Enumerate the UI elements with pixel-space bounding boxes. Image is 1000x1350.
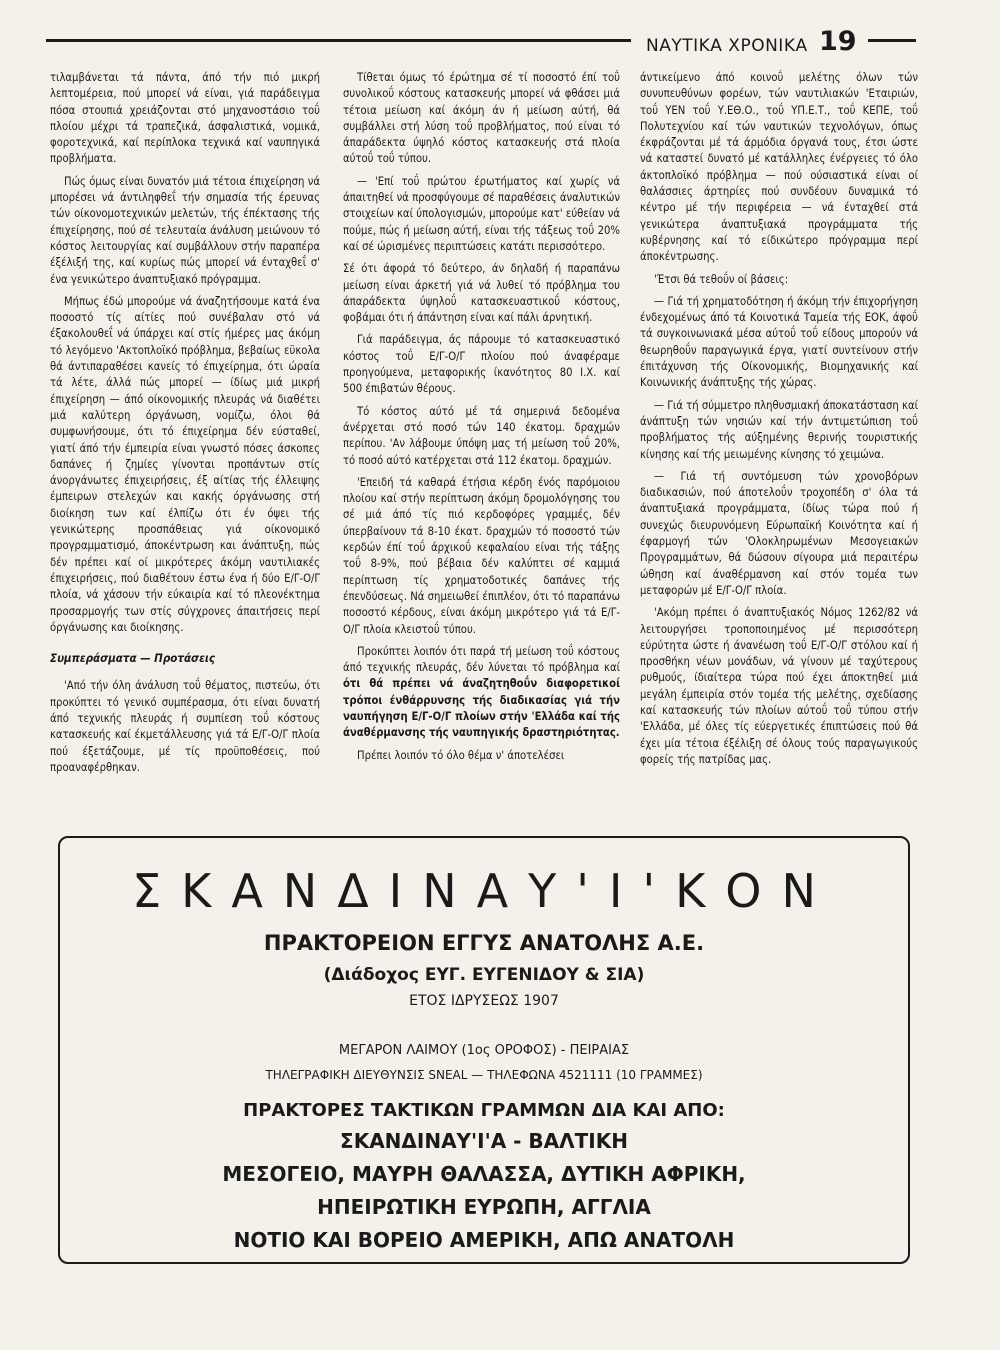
paragraph: Μήπως έδώ μπορούμε νά άναζητήσουμε κατά ένα ποσοστό τίς αίτίες πού συνέβαλαν στό νά έξακολουθεΐ νά ύπάρχει καί στίς ήμέρες μας άκόμη τό λεγόμενο 'Ακτοπλοϊκό πρόβλημα, βεβαίως εϋκολα θά άντιπαραθέσει κανείς τό έπιχείρημα, ότι ώραία τά λέτε, άλλά πώς μπορεί — ίδίως μιά μικρή έπιχείρηση — άπό οίκονομικής πλευράς νά διαθέτει μιά καλύτερη όργάνωση, νομίζω, όλοι θά συμφωνήσουμε, ότι τό έπιχείρημα δέν εύσταθεί, γιατί άπό τήν έμπειρία είναι γνωστό πόσες άσκοπες δαπάνες ή ζημίες γίνονται προπάντων στίς άνοργάνωτες έπιχειρήσεις, έξ αίτίας τής έλλειψης έμπειρων στελεχών και κακής όργάνωσης στή διοίκηση των καί έλπίζω ότι έν όψει τής γενικώτερης προσπάθειας γιά οίκονομικό προγραμματισμό, άποκέντρωση και άνάπτυξη, πώς δέν πρέπει καί οί μικρότερες άκόμη ναυτιλιακές έπιχειρήσεις, πού διαθέτουν έστω ένα ή δύο Ε/Γ-Ο/Γ πλοία, νά χάσουν τήν εύκαιρία καί τό πλεονέκτημα προσαρμογής των στίς σύγχρονες άπαιτήσεις περί όργάνωσης και διοίκησης. (50, 294, 320, 634)
paragraph: — Γιά τή συντόμευση τών χρονοβόρων διαδικασιών, πού άποτελοΰν τροχοπέδη σ' όλα τά άναπτυξιακά προγράμματα, ίδίως τώρα πού ή συνεχώς διευρυνόμενη Εύρωπαϊκή Κοινότητα καί ή έφαρμογή τών 'Ολοκληρωμένων Μεσογειακών Προγραμμάτων, θά δώσουν σίγουρα μιά περαιτέρω ώθηση καί άναθέρμανση καί στόν τομέα των μεταφορών μέ Ε/Γ-Ο/Γ πλοία. (640, 469, 918, 597)
paragraph: τιλαμβάνεται τά πάντα, άπό τήν πιό μικρή λεπτομέρεια, πού μπορεί νά είναι, γιά παράδειγμα πόσα στουπιά χρειάζονται στό μηχανοστάσιο τοΰ πλοίου μέχρι τά τραπεζικά, άσφαλιστικά, νομικά, φοροτεχνικά, καί περίπλοκα τεχνικά καί ναυπηγικά προβλήματα. (50, 71, 320, 166)
ad-brand-name: ΣΚΑΝΔΙΝΑΥ'Ι'ΚΟΝ (132, 864, 836, 918)
section-heading: Συμπεράσματα — Προτάσεις (50, 651, 216, 666)
ad-region: ΝΟΤΙΟ ΚΑΙ ΒΟΡΕΙΟ ΑΜΕΡΙΚΗ, ΑΠΩ ΑΝΑΤΟΛΗ (233, 1228, 735, 1252)
paragraph: Τό κόστος αύτό μέ τά σημερινά δεδομένα άνέρχεται στό ποσό τών 140 έκατομ. δραχμών περίπου. 'Αν λάβουμε ύπόψη μας τή μείωση τοΰ 20%, τό ποσό αύτό κατέρχεται στά 112 έκατομ. δραχμών. (343, 404, 620, 467)
ad-lines-title: ΠΡΑΚΤΟΡΕΣ ΤΑΚΤΙΚΩΝ ΓΡΑΜΜΩΝ ΔΙΑ ΚΑΙ ΑΠΟ: (243, 1100, 725, 1121)
page-number: 19 (819, 26, 857, 57)
paragraph: Πώς όμως είναι δυνατόν μιά τέτοια έπιχείρηση νά μπορέσει νά άντιληφθεΐ τήν σημασία τής έρευνας τών οίκονομοτεχνικών μελετών, τής έπέκτασης τής έπιχείρησης, πού σέ τελευταία άνάλυση μειώνουν τό κόστος λειτουργίας καί συμβάλλουν στήν παραπέρα έξέλιξή της, καί κυρίως πώς μπορεί νά ένταχθεΐ σ' ένα γενικώτερο άναπτυξιακό πρόγραμμα. (50, 174, 320, 286)
paragraph: 'Ακόμη πρέπει ό άναπτυξιακός Νόμος 1262/82 νά λειτουργήσει τροποποιημένος μέ περισσότερη εύρύτητα ώστε ή άνανέωση τοΰ Ε/Γ-Ο/Γ στόλου καί ή προσθήκη νέων μονάδων, νά γίνουν μέ ταχύτερους ρυθμούς, ίδιαίτερα τώρα πού έχει άποκτηθεί μιά μεγάλη έμπειρία στόν τομέα τής μελέτης, σχεδίασης καί κατασκευής τών πλοίων αύτοΰ τοΰ τύπου στήν 'Ελλάδα, μέ όλες τίς εύεργετικές έπιπτώσεις πού θά έχει μία τέτοια έξέλιξη σέ όλους τούς παραγωγικούς φορείς τής πατρίδας μας. (640, 606, 918, 766)
article-column-3 (640, 70, 918, 820)
ad-region: ΗΠΕΙΡΩΤΙΚΗ ΕΥΡΩΠΗ, ΑΓΓΛΙΑ (317, 1195, 651, 1219)
ad-address: ΜΕΓΑΡΟΝ ΛΑΙΜΟΥ (1ος ΟΡΟΦΟΣ) - ΠΕΙΡΑΙΑΣ (338, 1043, 630, 1058)
article-column-2 (343, 70, 620, 840)
paragraph: — Γιά τή χρηματοδότηση ή άκόμη τήν έπιχορήγηση ένδεχομένως άπό τά Κοινοτικά Ταμεία τής ΕΟΚ, άφοΰ τά συγκοινωνιακά μέσα αύτοΰ τοΰ είδους μπορούν νά θεωρηθοΰν παραγωγικά έργα, γιατί συντείνουν στήν έπιτάχυνση τής Οίκονομικής, Βιομηχανικής καί Κοινωνικής άνάπτυξης τής χώρας. (640, 294, 918, 390)
paragraph-text: Προκύπτει λοιπόν ότι παρά τή μείωση τοΰ κόστους άπό τεχνικής πλευράς, δέν λύνεται τό πρόβλημα καί (343, 644, 620, 675)
emphasis-text: ότι θά πρέπει νά άναζητηθοΰν διαφορετικοί τρόποι ένθάρρυνσης τής διαδικασίας γιά τήν ναυπήγηση Ε/Γ-Ο/Γ πλοίων στήν 'Ελλάδα καί τής άναθέρμανσης τής ναυπηγικής δραστηριότητας. (343, 677, 620, 740)
header-rule-left (46, 39, 631, 42)
ad-region: ΜΕΣΟΓΕΙΟ, ΜΑΥΡΗ ΘΑΛΑΣΣΑ, ΔΥΤΙΚΗ ΑΦΡΙΚΗ, (222, 1162, 746, 1186)
paragraph: Τίθεται όμως τό έρώτημα σέ τί ποσοστό έπί τοΰ συνολικοΰ κόστους κατασκευής μπορεί νά φθάσει μιά τέτοια μείωση καί άκόμη άν ή μείωση αύτή, θά συμβάλλει στή λύση τοΰ προβλήματος, πού είναι τό άπαράδεκτα ύψηλό κόστος κατασκευής στά πλοία αύτοΰ τοΰ τύπου. (343, 71, 620, 166)
ad-agency-name: ΠΡΑΚΤΟΡΕΙΟΝ ΕΓΓΥΣ ΑΝΑΤΟΛΗΣ Α.Ε. (263, 931, 705, 955)
paragraph: Πρέπει λοιπόν τό όλο θέμα ν' άποτελέσει (357, 748, 565, 762)
paragraph: άντικείμενο άπό κοινοΰ μελέτης όλων τών συνυπευθύνων φορέων, τών ναυτιλιακών 'Εταιριών, τοΰ ΥΕΝ τοΰ Υ.ΕΘ.Ο., τοΰ ΥΠ.Ε.Τ., τοΰ ΚΕΠΕ, τοΰ Πολυτεχνίου καί τών ναυτικών τεχνολόγων, όπως έκφράζονται μέ τά άρμόδια όργανά τους, έτσι ώστε νά καταστεί δυνατό μέ κατάλληλες ένέργειες τό όλο άκτοπλοϊκό πρόβλημα — πού ούσιαστικά είναι οί θαλάσσιες άρτηρίες πού συνδέουν δυναμικά τό κέντρο μέ τήν περιφέρεια — νά ένταχθεί στά γενικώτερα άναπτυξιακά προγράμματα τής κυβέρνησης καί τό είδικώτερο πρόγραμμα περί άποκέντρωσης. (640, 71, 918, 264)
ad-founded: ΕΤΟΣ ΙΔΡΥΣΕΩΣ 1907 (409, 993, 559, 1009)
article-column-1 (50, 70, 320, 830)
paragraph: — Γιά τή σύμμετρο πληθυσμιακή άποκατάσταση καί άνάπτυξη τών νησιών καί τήν άντιμετώπιση τοΰ προβλήματος τής αύξημένης θερινής τουριστικής κίνησης καί τής μειωμένης κίνησης τό χειμώνα. (640, 398, 918, 461)
advertisement-box (58, 836, 910, 1264)
ad-region: ΣΚΑΝΔΙΝΑΥ'Ι'Α - ΒΑΛΤΙΚΗ (340, 1129, 628, 1153)
header-rule-right (868, 39, 916, 42)
paragraph: 'Έτσι θά τεθοΰν οί βάσεις: (654, 272, 789, 286)
ad-contact: ΤΗΛΕΓΡΑΦΙΚΗ ΔΙΕΥΘΥΝΣΙΣ SNEAL — ΤΗΛΕΦΩΝΑ 4521111 (10 ΓΡΑΜΜΕΣ) (265, 1068, 703, 1082)
paragraph (343, 644, 620, 742)
paragraph: 'Από τήν όλη άνάλυση τοΰ θέματος, πιστεύω, ότι προκύπτει τό γενικό συμπέρασμα, ότι είναι δυνατή άπό τεχνικής πλευράς ή συμπίεση τοΰ κόστους κατασκευής καί έκμετάλλευσης γιά τά Ε/Γ-Ο/Γ πλοία πού έξετάζουμε, μέ τίς προϋποθέσεις, πού προαναφέρθηκαν. (50, 679, 320, 774)
paragraph: Σέ ότι άφορά τό δεύτερο, άν δηλαδή ή παραπάνω μείωση είναι άρκετή γιά νά λυθεί τό πρόβλημα του άπαράδεκτα ύψηλοΰ κατασκευαστικοΰ κόστους, φοβάμαι ότι ή άπάντηση είναι καί πάλι άρνητική. (343, 262, 620, 325)
journal-title: ΝΑΥΤΙΚΑ ΧΡΟΝΙΚΑ (646, 36, 808, 56)
ad-successor: (Διάδοχος ΕΥΓ. ΕΥΓΕΝΙΔΟΥ & ΣΙΑ) (323, 965, 645, 985)
paragraph: 'Επειδή τά καθαρά έτήσια κέρδη ένός παρόμοιου πλοίου καί στήν περίπτωση άκόμη δρομολόγησης του σέ μιά άπό τίς πιό κερδοφόρες γραμμές, δέν ύπερβαίνουν τά 8-10 έκατ. δραχμών τό ποσοστό τών κερδών έπί τοΰ άρχικοΰ κεφαλαίου είναι τής τάξης τοΰ 8-9%, πού βέβαια δέν καλύπτει σέ καμμιά περίπτωση τίς χρηματοδοτικές δαπάνες τής έπενδύσεως. Νά σημειωθεί έπιπλέον, ότι τό παραπάνω ποσοστό κέρδους, είναι άκόμη μικρότερο γιά τά Ε/Γ-Ο/Γ πλοία κλειστοΰ τύπου. (343, 475, 620, 636)
paragraph: — 'Επί τοΰ πρώτου έρωτήματος καί χωρίς νά άπαιτηθεί νά προσφύγουμε σέ παραθέσεις άναλυτικών στοιχείων καί ύπολογισμών, μπορούμε κατ' εύθείαν νά πούμε, πώς ή μείωση αύτή, είναι τής τάξεως τοΰ 20% καί σέ ώρισμένες περιπτώσεις κατάτι περισσότερο. (343, 174, 620, 253)
page-header (46, 26, 916, 56)
paragraph: Γιά παράδειγμα, άς πάρουμε τό κατασκευαστικό κόστος τοΰ Ε/Γ-Ο/Γ πλοίου πού άναφέραμε προηγούμενα, μεταφορικής ίκανότητος 80 Ι.Χ. καί 500 έπιβατών θέρους. (343, 333, 620, 396)
